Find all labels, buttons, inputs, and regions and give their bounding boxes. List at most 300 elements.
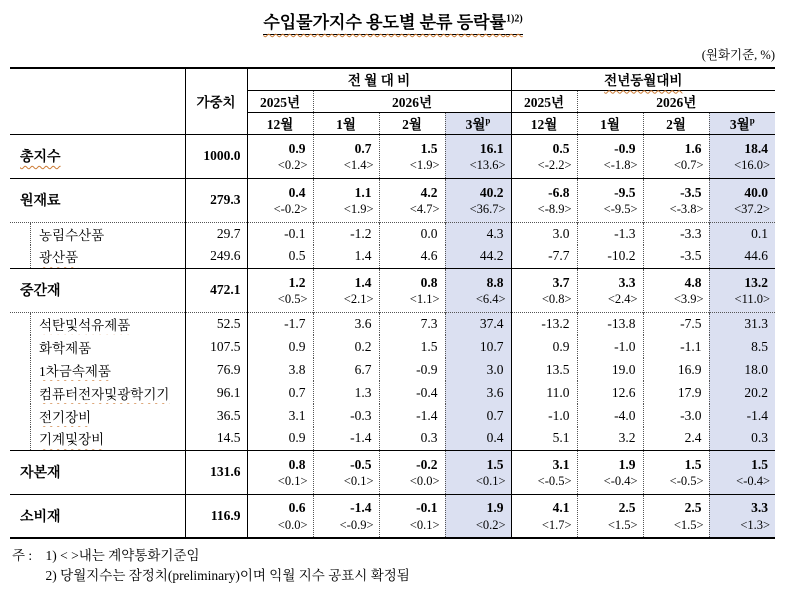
value-cell — [445, 312, 511, 335]
value-cell — [577, 358, 643, 381]
pct-change-value: -1.0 — [614, 338, 636, 354]
pct-change-value: 1.5 — [420, 140, 438, 156]
pct-change-value: 44.6 — [744, 248, 769, 264]
row-label-cell — [10, 134, 185, 178]
pct-change-value: 3.3 — [751, 500, 769, 516]
group-header-mom: 전 월 대 비 — [247, 68, 511, 90]
value-cell — [247, 268, 313, 312]
pct-change-value: -13.2 — [541, 315, 570, 331]
pct-change-value: 4.2 — [420, 184, 438, 200]
value-cell — [643, 404, 709, 427]
row-label-cell — [10, 450, 185, 494]
value-cell — [247, 358, 313, 381]
value-cell — [709, 312, 775, 335]
pct-change-value: 0.7 — [288, 384, 306, 400]
table-row — [10, 494, 775, 538]
pct-change-value: 4.1 — [552, 500, 570, 516]
row-label-cell — [10, 222, 185, 245]
weight-value: 131.6 — [185, 450, 247, 494]
value-cell — [511, 427, 577, 450]
value-cell — [709, 358, 775, 381]
pct-change-value: -1.3 — [614, 225, 636, 241]
pct-change-value: -7.5 — [680, 315, 702, 331]
pct-change-value: -3.0 — [680, 407, 702, 423]
value-cell — [313, 494, 379, 538]
pct-change-value: 3.1 — [288, 407, 306, 423]
value-cell — [643, 381, 709, 404]
row-label: 전기장비 — [39, 409, 92, 425]
value-cell — [709, 222, 775, 245]
contract-currency-value: <0.2> — [277, 158, 308, 173]
value-cell — [247, 312, 313, 335]
weight-value: 14.5 — [185, 427, 247, 450]
contract-currency-value: <0.0> — [409, 474, 440, 489]
pct-change-value: 3.3 — [618, 274, 636, 290]
pct-change-value: 1.5 — [420, 338, 438, 354]
value-cell — [445, 358, 511, 381]
value-cell — [313, 312, 379, 335]
contract-currency-value: <0.0> — [277, 518, 308, 533]
weight-value: 472.1 — [185, 268, 247, 312]
pct-change-value: -3.5 — [680, 248, 702, 264]
month-header: 2월 — [643, 112, 709, 134]
value-cell — [379, 134, 445, 178]
value-cell — [379, 381, 445, 404]
pct-change-value: 1.6 — [684, 140, 702, 156]
year-header-mom-2026: 2026년 — [313, 90, 511, 112]
pct-change-value: -0.9 — [614, 140, 636, 156]
pct-change-value: 1.4 — [354, 248, 372, 264]
contract-currency-value: <2.1> — [343, 292, 374, 307]
pct-change-value: -1.4 — [350, 500, 372, 516]
contract-currency-value: <-1.8> — [603, 158, 638, 173]
pct-change-value: 0.6 — [288, 500, 306, 516]
row-label: 중간재 — [20, 284, 61, 299]
value-cell — [313, 427, 379, 450]
weight-value: 116.9 — [185, 494, 247, 538]
value-cell — [379, 222, 445, 245]
pct-change-value: 37.4 — [479, 315, 504, 331]
pct-change-value: 3.6 — [486, 384, 504, 400]
value-cell — [709, 404, 775, 427]
pct-change-value: 0.5 — [288, 248, 306, 264]
value-cell — [709, 335, 775, 358]
row-label-cell — [10, 178, 185, 222]
row-label-cell — [10, 312, 185, 335]
pct-change-value: 8.8 — [486, 274, 504, 290]
year-header-yoy-2025: 2025년 — [511, 90, 577, 112]
pct-change-value: -1.7 — [284, 315, 306, 331]
value-cell — [577, 335, 643, 358]
table-row — [10, 335, 775, 358]
month-header: 1월 — [577, 112, 643, 134]
value-cell — [379, 312, 445, 335]
value-cell — [445, 268, 511, 312]
pct-change-value: 11.0 — [546, 384, 570, 400]
value-cell — [379, 494, 445, 538]
pct-change-value: 6.7 — [354, 361, 372, 377]
month-header: 12월 — [511, 112, 577, 134]
row-label-cell — [10, 427, 185, 450]
price-index-table — [10, 67, 775, 539]
contract-currency-value: <4.7> — [409, 202, 440, 217]
value-cell — [247, 450, 313, 494]
pct-change-value: 1.1 — [354, 184, 372, 200]
pct-change-value: 0.1 — [751, 225, 769, 241]
contract-currency-value: <-0.5> — [537, 474, 572, 489]
table-row — [10, 358, 775, 381]
pct-change-value: -9.5 — [614, 184, 636, 200]
value-cell — [577, 494, 643, 538]
footnote-1: 1) < >내는 계약통화기준임 — [45, 548, 200, 563]
weight-value: 29.7 — [185, 222, 247, 245]
pct-change-value: 0.8 — [420, 274, 438, 290]
table-row — [10, 134, 775, 178]
contract-currency-value: <1.4> — [343, 158, 374, 173]
contract-currency-value: <0.7> — [673, 158, 704, 173]
value-cell — [577, 134, 643, 178]
value-cell — [643, 450, 709, 494]
pct-change-value: 0.5 — [552, 140, 570, 156]
row-label: 광산품 — [39, 250, 79, 266]
table-row — [10, 312, 775, 335]
value-cell — [379, 178, 445, 222]
row-label-cell — [10, 381, 185, 404]
pct-change-value: -1.0 — [548, 407, 570, 423]
value-cell — [577, 245, 643, 268]
weight-value: 36.5 — [185, 404, 247, 427]
contract-currency-value: <16.0> — [734, 158, 771, 173]
weight-value: 279.3 — [185, 178, 247, 222]
pct-change-value: 44.2 — [479, 248, 504, 264]
value-cell — [511, 245, 577, 268]
pct-change-value: -1.4 — [416, 407, 438, 423]
contract-currency-value: <0.1> — [343, 474, 374, 489]
value-cell — [313, 268, 379, 312]
pct-change-value: -1.4 — [350, 430, 372, 446]
pct-change-value: 1.5 — [486, 456, 504, 472]
contract-currency-value: <1.9> — [343, 202, 374, 217]
contract-currency-value: <37.2> — [734, 202, 771, 217]
pct-change-value: 0.9 — [288, 430, 306, 446]
pct-change-value: 1.5 — [751, 456, 769, 472]
contract-currency-value: <-3.8> — [669, 202, 704, 217]
contract-currency-value: <3.9> — [673, 292, 704, 307]
table-row — [10, 404, 775, 427]
pct-change-value: 16.9 — [677, 361, 702, 377]
pct-change-value: 1.9 — [486, 500, 504, 516]
value-cell — [379, 245, 445, 268]
value-cell — [313, 404, 379, 427]
contract-currency-value: <1.1> — [409, 292, 440, 307]
table-row — [10, 427, 775, 450]
pct-change-value: 0.9 — [288, 140, 306, 156]
value-cell — [379, 358, 445, 381]
pct-change-value: -0.9 — [416, 361, 438, 377]
pct-change-value: 13.2 — [744, 274, 769, 290]
year-header-yoy-2026: 2026년 — [577, 90, 775, 112]
row-label: 원재료 — [20, 194, 61, 209]
row-label: 총지수 — [20, 150, 61, 165]
table-row — [10, 381, 775, 404]
value-cell — [643, 268, 709, 312]
value-cell — [709, 268, 775, 312]
pct-change-value: 1.5 — [684, 456, 702, 472]
table-header — [10, 68, 775, 134]
value-cell — [643, 312, 709, 335]
value-cell — [247, 381, 313, 404]
value-cell — [511, 450, 577, 494]
pct-change-value: 4.8 — [684, 274, 702, 290]
pct-change-value: 0.9 — [552, 338, 570, 354]
pct-change-value: 3.2 — [618, 430, 636, 446]
contract-currency-value: <11.0> — [734, 292, 771, 307]
row-label-cell — [10, 335, 185, 358]
value-cell — [313, 450, 379, 494]
pct-change-value: -10.2 — [607, 248, 636, 264]
row-label-cell — [10, 245, 185, 268]
contract-currency-value: <0.5> — [277, 292, 308, 307]
value-cell — [247, 427, 313, 450]
value-cell — [577, 312, 643, 335]
table-row — [10, 268, 775, 312]
row-label-cell — [10, 404, 185, 427]
value-cell — [709, 134, 775, 178]
value-cell — [313, 358, 379, 381]
contract-currency-value: <1.9> — [409, 158, 440, 173]
weight-value: 107.5 — [185, 335, 247, 358]
pct-change-value: 16.1 — [479, 140, 504, 156]
pct-change-value: -3.3 — [680, 225, 702, 241]
pct-change-value: -0.1 — [416, 500, 438, 516]
contract-currency-value: <-0.4> — [603, 474, 638, 489]
group-header-yoy: 전년동월대비 — [511, 68, 775, 90]
pct-change-value: 0.2 — [354, 338, 372, 354]
pct-change-value: -13.8 — [607, 315, 636, 331]
pct-change-value: -1.2 — [350, 225, 372, 241]
value-cell — [247, 335, 313, 358]
corner-cell — [10, 68, 185, 134]
value-cell — [511, 494, 577, 538]
value-cell — [379, 335, 445, 358]
pct-change-value: 7.3 — [420, 315, 438, 331]
pct-change-value: 0.0 — [420, 225, 438, 241]
pct-change-value: 0.8 — [288, 456, 306, 472]
value-cell — [445, 381, 511, 404]
pct-change-value: 20.2 — [744, 384, 769, 400]
value-cell — [577, 178, 643, 222]
pct-change-value: 3.7 — [552, 274, 570, 290]
contract-currency-value: <36.7> — [469, 202, 506, 217]
pct-change-value: 0.3 — [751, 430, 769, 446]
unit-note: (원화기준, %) — [701, 48, 775, 62]
value-cell — [709, 494, 775, 538]
pct-change-value: 17.9 — [677, 384, 702, 400]
title-row — [0, 8, 786, 35]
month-header-preliminary: 3월$^p$ — [709, 112, 775, 134]
footnotes — [12, 546, 786, 585]
row-label-cell — [10, 268, 185, 312]
contract-currency-value: <-9.5> — [603, 202, 638, 217]
value-cell — [445, 222, 511, 245]
value-cell — [577, 404, 643, 427]
footnote-2: 2) 당월지수는 잠정치(preliminary)이며 익월 지수 공표시 확정됨 — [45, 567, 410, 583]
pct-change-value: 3.1 — [552, 456, 570, 472]
value-cell — [709, 178, 775, 222]
value-cell — [445, 450, 511, 494]
value-cell — [577, 222, 643, 245]
pct-change-value: 12.6 — [611, 384, 636, 400]
row-label: 석탄및석유제품 — [39, 317, 131, 333]
pct-change-value: 0.7 — [486, 407, 504, 423]
pct-change-value: -6.8 — [548, 184, 570, 200]
table-row — [10, 245, 775, 268]
pct-change-value: 40.0 — [744, 184, 769, 200]
value-cell — [313, 178, 379, 222]
contract-currency-value: <1.5> — [673, 518, 704, 533]
value-cell — [643, 358, 709, 381]
page-title-footnote-marks: 1)2) — [506, 13, 523, 25]
value-cell — [313, 245, 379, 268]
value-cell — [511, 268, 577, 312]
row-label-cell — [10, 494, 185, 538]
row-label: 소비재 — [20, 509, 61, 525]
value-cell — [511, 222, 577, 245]
pct-change-value: -0.3 — [350, 407, 372, 423]
pct-change-value: 4.3 — [486, 225, 504, 241]
value-cell — [445, 404, 511, 427]
table-row — [10, 450, 775, 494]
pct-change-value: 3.0 — [552, 225, 570, 241]
value-cell — [313, 222, 379, 245]
weight-value: 96.1 — [185, 381, 247, 404]
value-cell — [577, 427, 643, 450]
value-cell — [643, 178, 709, 222]
pct-change-value: -0.5 — [350, 456, 372, 472]
month-header: 1월 — [313, 112, 379, 134]
value-cell — [643, 245, 709, 268]
row-label-cell — [10, 358, 185, 381]
contract-currency-value: <-0.9> — [339, 518, 374, 533]
value-cell — [511, 134, 577, 178]
value-cell — [445, 335, 511, 358]
pct-change-value: -1.1 — [680, 338, 702, 354]
pct-change-value: 0.9 — [288, 338, 306, 354]
pct-change-value: -7.7 — [548, 248, 570, 264]
value-cell — [511, 381, 577, 404]
value-cell — [709, 450, 775, 494]
value-cell — [379, 268, 445, 312]
pct-change-value: 0.4 — [486, 430, 504, 446]
pct-change-value: 1.3 — [354, 384, 372, 400]
value-cell — [511, 312, 577, 335]
footnote-prefix: 주 : — [12, 548, 36, 563]
table-body — [10, 134, 775, 538]
value-cell — [643, 134, 709, 178]
pct-change-value: -4.0 — [614, 407, 636, 423]
page-title — [263, 8, 522, 35]
row-label: 1차금속제품 — [39, 363, 111, 379]
value-cell — [709, 245, 775, 268]
value-cell — [379, 427, 445, 450]
value-cell — [247, 134, 313, 178]
pct-change-value: 3.8 — [288, 361, 306, 377]
row-label: 화학제품 — [39, 340, 92, 356]
value-cell — [511, 335, 577, 358]
pct-change-value: 1.9 — [618, 456, 636, 472]
pct-change-value: 18.0 — [744, 361, 769, 377]
contract-currency-value: <-0.2> — [273, 202, 308, 217]
value-cell — [445, 427, 511, 450]
row-label: 자본재 — [20, 466, 61, 481]
contract-currency-value: <1.5> — [607, 518, 638, 533]
row-label: 기계및장비 — [39, 432, 105, 448]
contract-currency-value: <-8.9> — [537, 202, 572, 217]
value-cell — [643, 222, 709, 245]
page-title-text: 수입물가지수 용도별 분류 등락률 — [263, 13, 506, 32]
weight-value: 76.9 — [185, 358, 247, 381]
value-cell — [643, 427, 709, 450]
contract-currency-value: <2.4> — [607, 292, 638, 307]
value-cell — [247, 222, 313, 245]
contract-currency-value: <0.1> — [277, 474, 308, 489]
year-header-mom-2025: 2025년 — [247, 90, 313, 112]
month-header: 12월 — [247, 112, 313, 134]
contract-currency-value: <-2.2> — [537, 158, 572, 173]
pct-change-value: -1.4 — [746, 407, 769, 423]
table-row — [10, 178, 775, 222]
contract-currency-value: <0.2> — [475, 518, 506, 533]
pct-change-value: 10.7 — [479, 338, 504, 354]
pct-change-value: 31.3 — [744, 315, 769, 331]
value-cell — [313, 335, 379, 358]
pct-change-value: -0.1 — [284, 225, 306, 241]
pct-change-value: 1.4 — [354, 274, 372, 290]
table-row — [10, 222, 775, 245]
value-cell — [709, 427, 775, 450]
contract-currency-value: <13.6> — [469, 158, 506, 173]
row-label: 컴퓨터전자및광학기기 — [39, 386, 170, 402]
pct-change-value: 13.5 — [545, 361, 570, 377]
contract-currency-value: <-0.4> — [736, 474, 771, 489]
contract-currency-value: <0.1> — [475, 474, 506, 489]
value-cell — [379, 404, 445, 427]
contract-currency-value: <0.8> — [541, 292, 572, 307]
value-cell — [577, 268, 643, 312]
pct-change-value: 18.4 — [744, 140, 769, 156]
header-row-groups — [10, 68, 775, 90]
month-header-preliminary: 3월$^p$ — [445, 112, 511, 134]
pct-change-value: 3.6 — [354, 315, 372, 331]
value-cell — [247, 245, 313, 268]
month-header: 2월 — [379, 112, 445, 134]
contract-currency-value: <-0.5> — [669, 474, 704, 489]
pct-change-value: 8.5 — [751, 338, 769, 354]
value-cell — [313, 134, 379, 178]
value-cell — [247, 178, 313, 222]
weight-value: 1000.0 — [185, 134, 247, 178]
value-cell — [313, 381, 379, 404]
pct-change-value: 5.1 — [552, 430, 570, 446]
pct-change-value: 0.3 — [420, 430, 438, 446]
contract-currency-value: <1.7> — [541, 518, 572, 533]
contract-currency-value: <6.4> — [475, 292, 506, 307]
weight-value: 249.6 — [185, 245, 247, 268]
value-cell — [445, 178, 511, 222]
value-cell — [445, 245, 511, 268]
weight-column-header: 가중치 — [185, 68, 247, 134]
pct-change-value: 3.0 — [486, 361, 504, 377]
